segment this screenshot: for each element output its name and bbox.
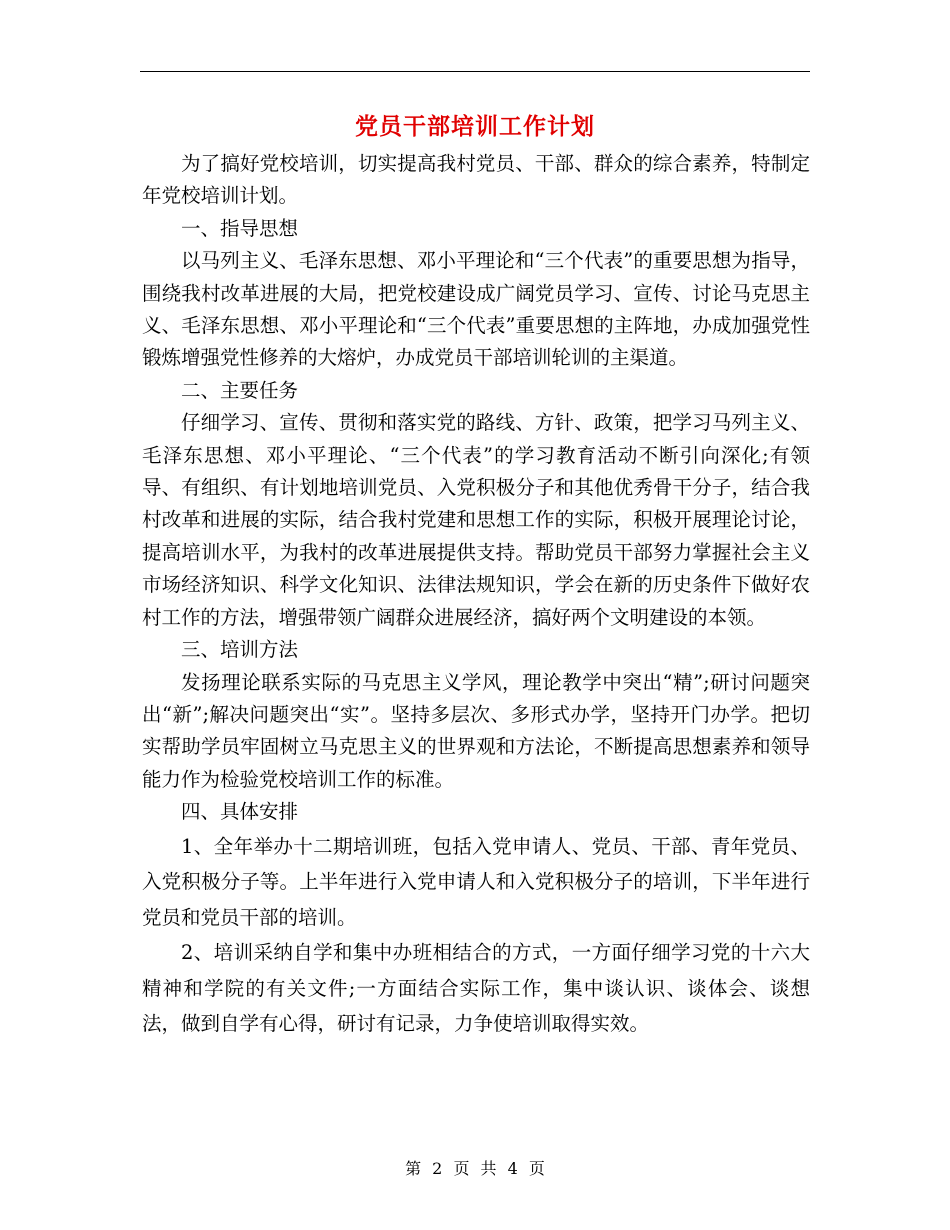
header-rule bbox=[140, 71, 810, 72]
training-methods-paragraph: 发扬理论联系实际的马克思主义学风，理论教学中突出“精”;研讨问题突出“新”;解决问题突出“实”。坚持多层次、多形式办学，坚持开门办学。把切实帮助学员牢固树立马克思主义的世界观和方法论，不断提高思想素养和领导能力作为检验党校培训工作的标准。 bbox=[142, 670, 810, 791]
main-tasks-paragraph: 仔细学习、宣传、贯彻和落实党的路线、方针、政策，把学习马列主义、毛泽东思想、邓小平理论、“三个代表”的学习教育活动不断引向深化;有领导、有组织、有计划地培训党员、入党积极分子和其他优秀骨干分子，结合我村改革和进展的实际，结合我村党建和思想工作的实际，积极开展理论讨论，提高培训水平，为我村的改革进展提供支持。帮助党员干部努力掌握社会主义市场经济知识、科学文化知识、法律法规知识，学会在新的历史条件下做好农村工作的方法，增强带领广阔群众进展经济，搞好两个文明建设的本领。 bbox=[142, 411, 810, 629]
arrangement-item-1: 1、全年举办十二期培训班，包括入党申请人、党员、干部、青年党员、入党积极分子等。上半年进行入党申请人和入党积极分子的培训，下半年进行党员和党员干部的培训。 bbox=[142, 834, 810, 929]
section-heading-specific-arrangements: 四、具体安排 bbox=[181, 800, 299, 824]
section-heading-main-tasks: 二、主要任务 bbox=[181, 378, 299, 402]
section-heading-training-methods: 三、培训方法 bbox=[181, 638, 299, 662]
document-body bbox=[142, 148, 810, 1042]
page-number-footer: 第 2 页 共 4 页 bbox=[405, 1159, 545, 1178]
document-title: 党员干部培训工作计划 bbox=[355, 113, 595, 140]
arrangement-item-2: 2、培训采纳自学和集中办班相结合的方式，一方面仔细学习党的十六大精神和学院的有关文件;一方面结合实际工作，集中谈认识、谈体会、谈想法，做到自学有心得，研讨有记录，力争使培训取得实效。 bbox=[142, 941, 810, 1036]
guiding-thought-paragraph: 以马列主义、毛泽东思想、邓小平理论和“三个代表”的重要思想为指导，围绕我村改革进展的大局，把党校建设成广阔党员学习、宣传、讨论马克思主义、毛泽东思想、邓小平理论和“三个代表”重要思想的主阵地，办成加强党性锻炼增强党性修养的大熔炉，办成党员干部培训轮训的主渠道。 bbox=[142, 249, 810, 370]
intro-paragraph: 为了搞好党校培训，切实提高我村党员、干部、群众的综合素养，特制定年党校培训计划。 bbox=[142, 152, 810, 208]
section-heading-guiding-thought: 一、指导思想 bbox=[181, 216, 299, 240]
